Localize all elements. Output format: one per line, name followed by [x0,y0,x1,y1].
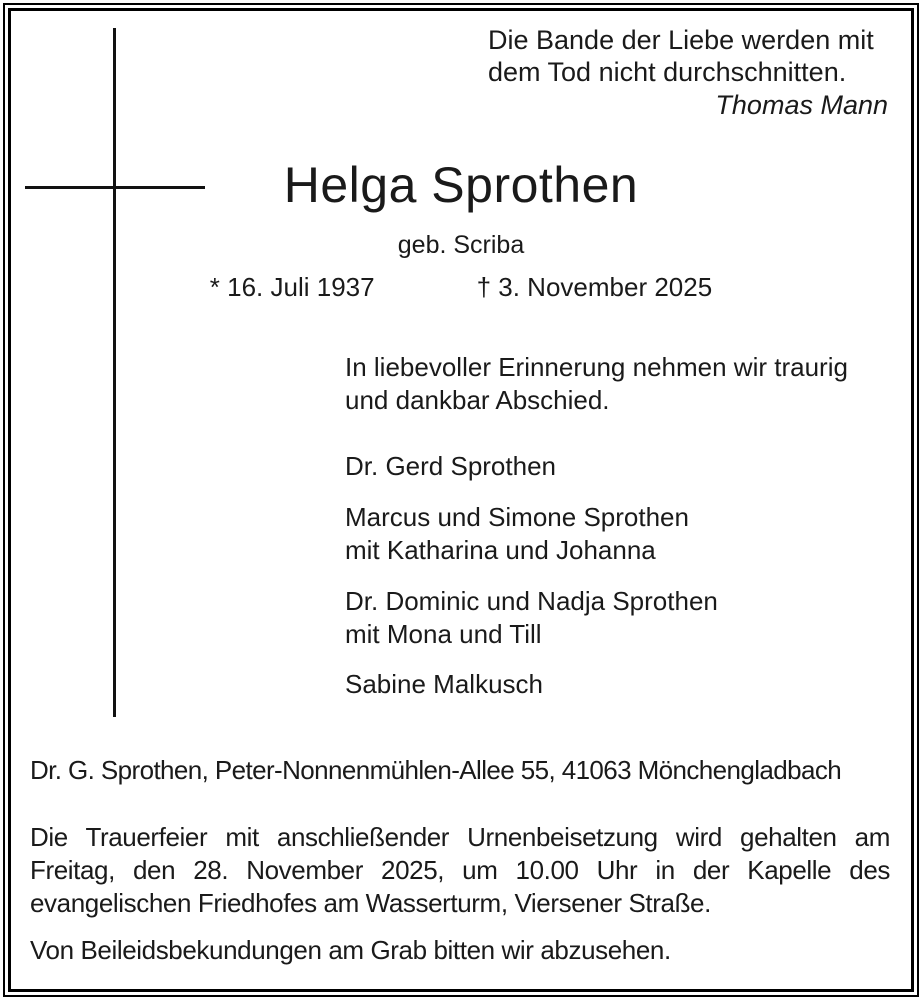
maiden-name: geb. Scriba [397,231,525,259]
mourner-entry [345,585,718,651]
epigraph-line-1: Die Bande der Liebe werden mit [488,25,874,55]
mourner-children: mit Katharina und Johanna [345,535,656,565]
funeral-line-2: Freitag, den 28. November 2025, um 10.00 Uhr in der Kapelle des [30,855,890,885]
death-date: † 3. November 2025 [476,272,713,302]
epigraph [488,24,888,121]
mourner-entry [345,668,543,701]
contact-address: Dr. G. Sprothen, Peter-Nonnenmühlen-Allee 55, 41063 Mönchengladbach [30,755,842,785]
condolence-note: Von Beileidsbekundungen am Grab bitten wir abzusehen. [30,935,671,965]
mourner-name: Dr. Gerd Sprothen [345,451,556,481]
mourner-entry [345,450,556,483]
mourner-name: Marcus und Simone Sprothen [345,502,689,532]
mourner-name: Sabine Malkusch [345,669,543,699]
farewell-line-2: und dankbar Abschied. [345,385,610,415]
funeral-line-3: evangelischen Friedhofes am Wasserturm, Viersener Straße. [30,888,711,918]
birth-date: * 16. Juli 1937 [209,272,375,302]
life-dates [0,271,922,303]
mourner-name: Dr. Dominic und Nadja Sprothen [345,586,718,616]
farewell-text [345,351,848,417]
mourner-children: mit Mona und Till [345,619,542,649]
epigraph-line-2: dem Tod nicht durchschnitten. [488,57,847,87]
funeral-details [30,821,890,920]
mourner-entry [345,501,689,567]
epigraph-attribution: Thomas Mann [715,90,888,120]
funeral-line-1: Die Trauerfeier mit anschließender Urnenbeisetzung wird gehalten am [30,822,890,852]
deceased-name: Helga Sprothen [283,157,639,213]
farewell-line-1: In liebevoller Erinnerung nehmen wir traurig [345,352,848,382]
cross-icon [113,28,116,717]
